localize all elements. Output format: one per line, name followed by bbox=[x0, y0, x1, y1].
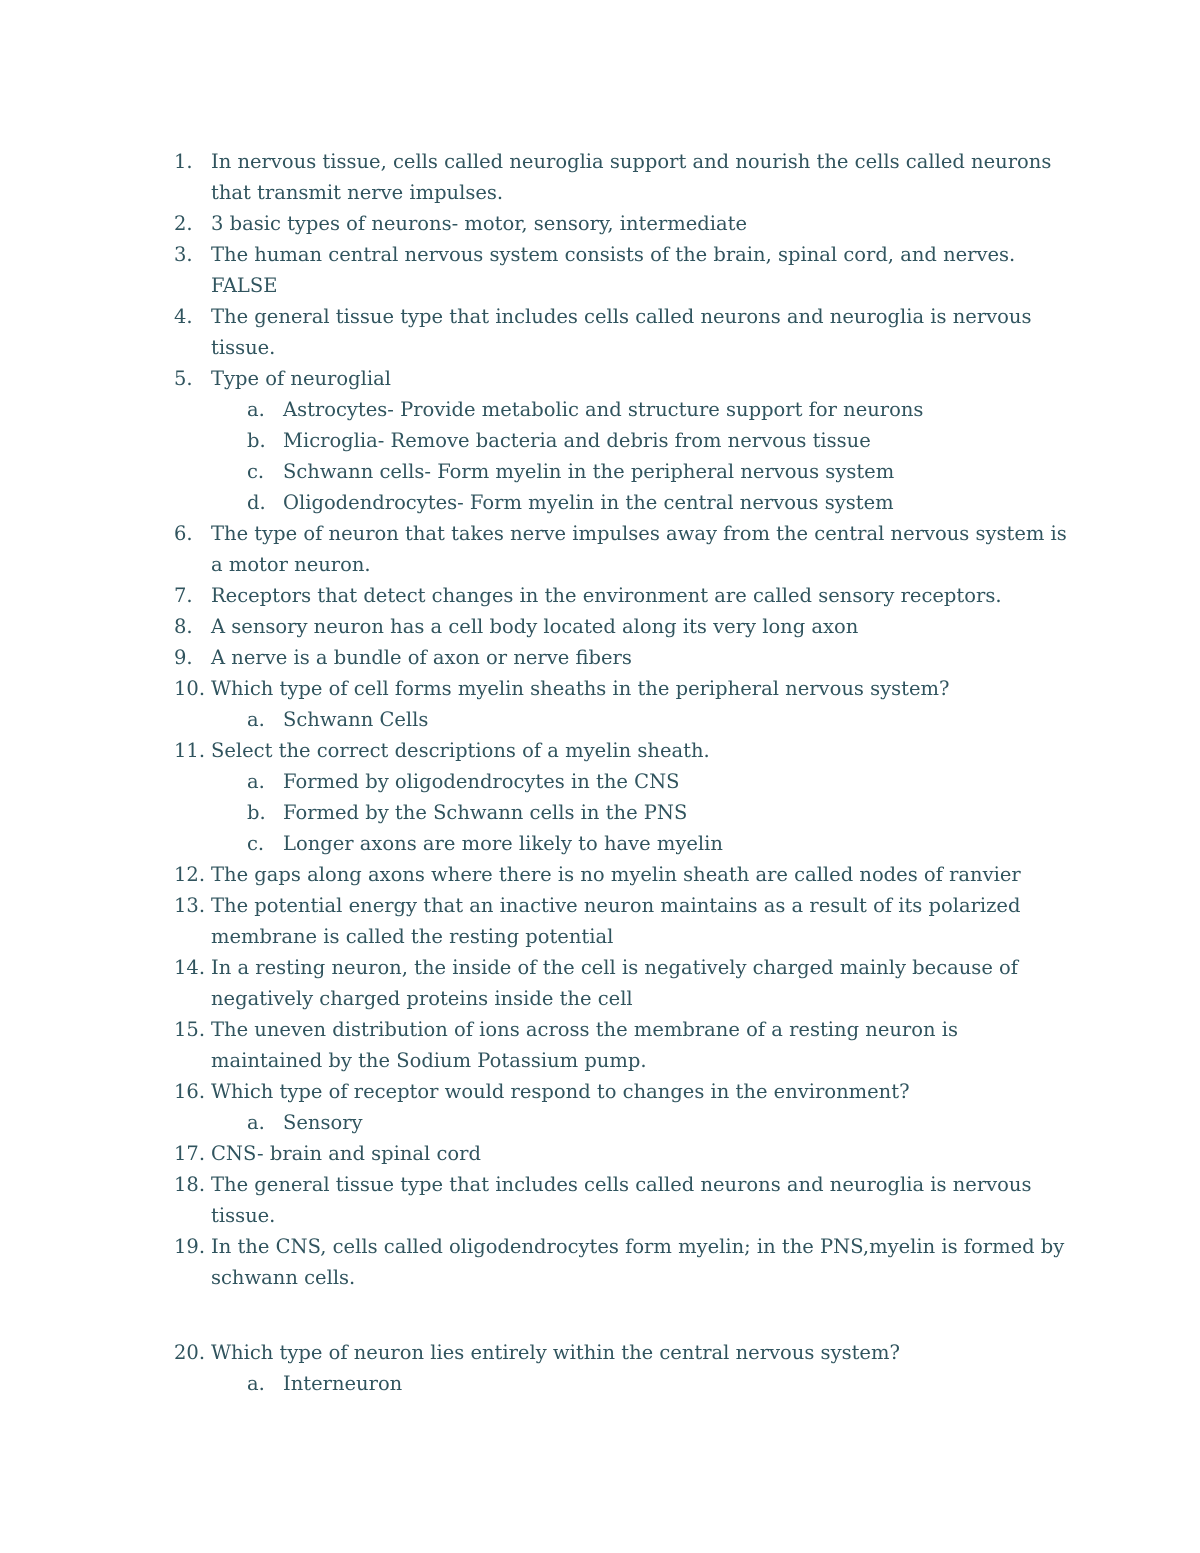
sub-item bbox=[0, 1368, 1200, 1399]
item-text: Receptors that detect changes in the environment are called sensory receptors. bbox=[211, 584, 1002, 607]
sub-item bbox=[0, 487, 1200, 518]
list-item-16 bbox=[0, 1076, 1200, 1107]
list-item-4 bbox=[0, 301, 1200, 363]
item-number: 3. bbox=[174, 243, 193, 266]
list-item-10 bbox=[0, 673, 1200, 704]
sub-item bbox=[0, 704, 1200, 735]
item-text: In nervous tissue, cells called neuroglia support and nourish the cells called neurons that transmit nerve impulses. bbox=[211, 150, 1052, 204]
sub-item-letter: a. bbox=[247, 1372, 265, 1395]
sub-item bbox=[0, 797, 1200, 828]
list-item-11 bbox=[0, 735, 1200, 766]
item-text: A sensory neuron has a cell body located along its very long axon bbox=[211, 615, 859, 638]
sub-item-text: Formed by the Schwann cells in the PNS bbox=[283, 801, 688, 824]
list-item-5 bbox=[0, 363, 1200, 394]
item-text: Which type of neuron lies entirely within the central nervous system? bbox=[211, 1341, 900, 1364]
item-number: 7. bbox=[174, 584, 193, 607]
list-item-13 bbox=[0, 890, 1200, 952]
item-number: 17. bbox=[174, 1142, 206, 1165]
sub-item-letter: b. bbox=[247, 801, 266, 824]
item-number: 1. bbox=[174, 150, 193, 173]
item-number: 4. bbox=[174, 305, 193, 328]
sub-item bbox=[0, 394, 1200, 425]
sub-item-letter: a. bbox=[247, 398, 265, 421]
list-item-1 bbox=[0, 146, 1200, 208]
item-text: Type of neuroglial bbox=[211, 367, 391, 390]
sub-item-text: Oligodendrocytes- Form myelin in the central nervous system bbox=[283, 491, 894, 514]
sub-item bbox=[0, 828, 1200, 859]
sub-item-text: Microglia- Remove bacteria and debris from nervous tissue bbox=[283, 429, 871, 452]
item-number: 2. bbox=[174, 212, 193, 235]
sub-item-text: Formed by oligodendrocytes in the CNS bbox=[283, 770, 680, 793]
list-item-12 bbox=[0, 859, 1200, 890]
list-item-15 bbox=[0, 1014, 1200, 1076]
list-item-9 bbox=[0, 642, 1200, 673]
item-number: 12. bbox=[174, 863, 206, 886]
list-item-7 bbox=[0, 580, 1200, 611]
item-number: 14. bbox=[174, 956, 206, 979]
blank-line bbox=[0, 1293, 1200, 1337]
list-item-3 bbox=[0, 239, 1200, 301]
list-item-6 bbox=[0, 518, 1200, 580]
item-number: 20. bbox=[174, 1341, 206, 1364]
sub-item-letter: c. bbox=[247, 832, 265, 855]
sub-item bbox=[0, 766, 1200, 797]
sub-item-text: Schwann Cells bbox=[283, 708, 429, 731]
sub-item-letter: c. bbox=[247, 460, 265, 483]
sub-item bbox=[0, 425, 1200, 456]
list-item-20 bbox=[0, 1337, 1200, 1368]
item-text: Select the correct descriptions of a myelin sheath. bbox=[211, 739, 710, 762]
item-number: 6. bbox=[174, 522, 193, 545]
item-number: 8. bbox=[174, 615, 193, 638]
item-text: In a resting neuron, the inside of the cell is negatively charged mainly because of negatively charged proteins inside the cell bbox=[211, 956, 1019, 1010]
item-text: The type of neuron that takes nerve impulses away from the central nervous system is a motor neuron. bbox=[211, 522, 1067, 576]
sub-item bbox=[0, 1107, 1200, 1138]
item-text: The uneven distribution of ions across the membrane of a resting neuron is maintained by the Sodium Potassium pump. bbox=[211, 1018, 958, 1072]
item-text: The general tissue type that includes cells called neurons and neuroglia is nervous tissue. bbox=[211, 305, 1032, 359]
sub-item-letter: a. bbox=[247, 708, 265, 731]
sub-item-letter: b. bbox=[247, 429, 266, 452]
item-number: 13. bbox=[174, 894, 206, 917]
item-number: 10. bbox=[174, 677, 206, 700]
item-text: 3 basic types of neurons- motor, sensory, intermediate bbox=[211, 212, 748, 235]
item-number: 5. bbox=[174, 367, 193, 390]
item-number: 15. bbox=[174, 1018, 206, 1041]
item-text: Which type of cell forms myelin sheaths in the peripheral nervous system? bbox=[211, 677, 950, 700]
list-item-17 bbox=[0, 1138, 1200, 1169]
item-text: The general tissue type that includes cells called neurons and neuroglia is nervous tissue. bbox=[211, 1173, 1032, 1227]
list-item-18 bbox=[0, 1169, 1200, 1231]
item-number: 19. bbox=[174, 1235, 206, 1258]
sub-item-text: Interneuron bbox=[283, 1372, 403, 1395]
item-text: The human central nervous system consists of the brain, spinal cord, and nerves. FALSE bbox=[211, 243, 1016, 297]
sub-item-letter: a. bbox=[247, 770, 265, 793]
item-number: 16. bbox=[174, 1080, 206, 1103]
item-number: 18. bbox=[174, 1173, 206, 1196]
item-text: A nerve is a bundle of axon or nerve fibers bbox=[211, 646, 632, 669]
sub-item-text: Schwann cells- Form myelin in the peripheral nervous system bbox=[283, 460, 895, 483]
item-text: Which type of receptor would respond to changes in the environment? bbox=[211, 1080, 910, 1103]
sub-item-text: Astrocytes- Provide metabolic and structure support for neurons bbox=[283, 398, 924, 421]
sub-item bbox=[0, 456, 1200, 487]
sub-item-text: Longer axons are more likely to have myelin bbox=[283, 832, 723, 855]
list-item-2 bbox=[0, 208, 1200, 239]
question-list bbox=[0, 146, 1200, 1399]
item-number: 9. bbox=[174, 646, 193, 669]
item-text: The gaps along axons where there is no myelin sheath are called nodes of ranvier bbox=[211, 863, 1021, 886]
sub-item-letter: a. bbox=[247, 1111, 265, 1134]
item-text: In the CNS, cells called oligodendrocytes form myelin; in the PNS,myelin is formed by schwann cells. bbox=[211, 1235, 1065, 1289]
list-item-14 bbox=[0, 952, 1200, 1014]
item-text: CNS- brain and spinal cord bbox=[211, 1142, 481, 1165]
item-text: The potential energy that an inactive neuron maintains as a result of its polarized membrane is called the resting potential bbox=[211, 894, 1021, 948]
item-number: 11. bbox=[174, 739, 206, 762]
sub-item-letter: d. bbox=[247, 491, 266, 514]
list-item-19 bbox=[0, 1231, 1200, 1293]
list-item-8 bbox=[0, 611, 1200, 642]
sub-item-text: Sensory bbox=[283, 1111, 363, 1134]
